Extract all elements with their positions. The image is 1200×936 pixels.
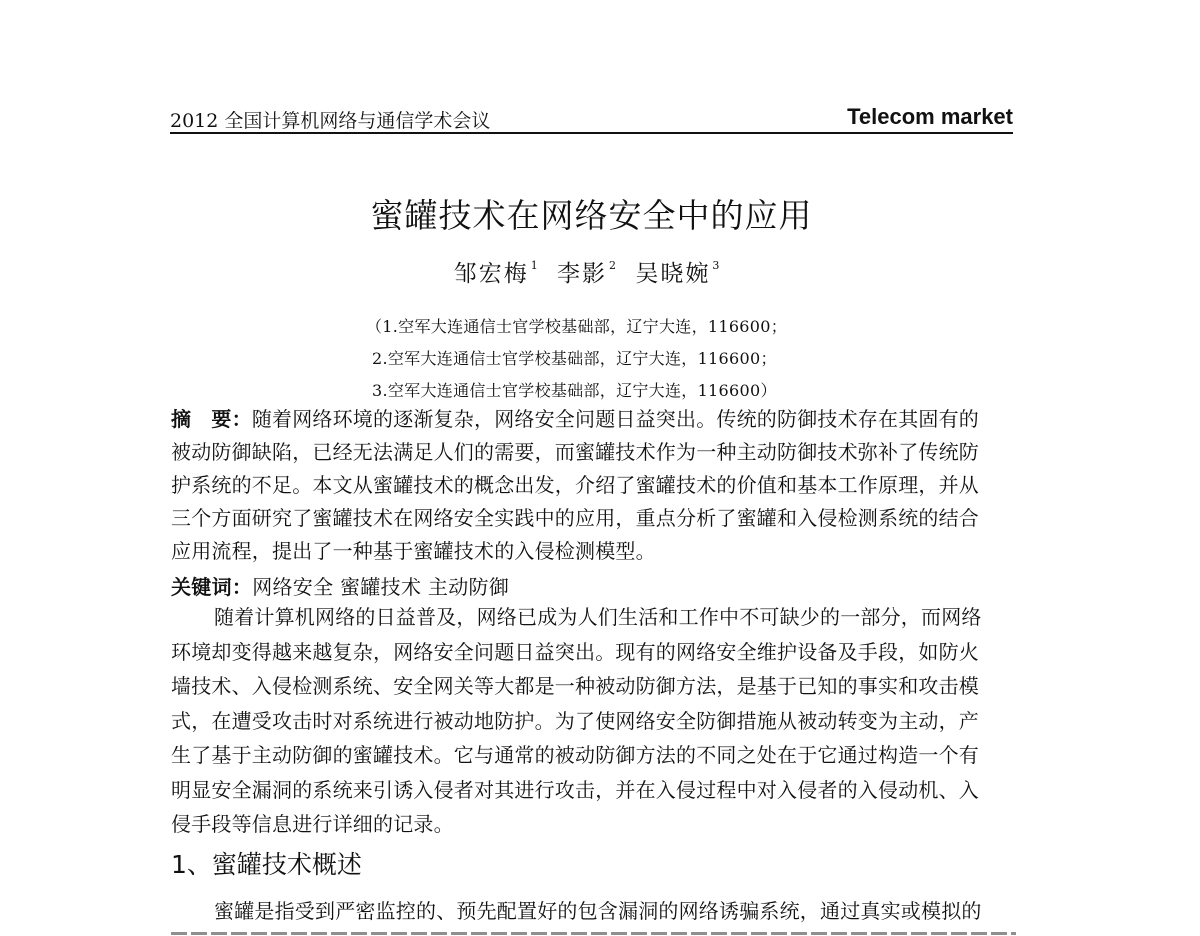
abstract-line: 应用流程，提出了一种基于蜜罐技术的入侵检测模型。 — [171, 539, 656, 563]
truncated-text-line — [171, 929, 1016, 936]
paragraph-line: 环境却变得越来越复杂，网络安全问题日益突出。现有的网络安全维护设备及手段，如防火 — [171, 639, 979, 664]
keywords-label: 关键词： — [171, 575, 253, 599]
keywords — [171, 571, 509, 600]
author-name: 李影 — [557, 261, 607, 287]
journal-name: Telecom market — [847, 104, 1013, 129]
paragraph-line: 随着计算机网络的日益普及，网络已成为人们生活和工作中不可缺少的一部分，而网络 — [214, 605, 982, 629]
paragraph-line: 明显安全漏洞的系统来引诱入侵者对其进行攻击，并在入侵过程中对入侵者的入侵动机、入 — [171, 777, 979, 802]
paragraph-line: 式，在遭受攻击时对系统进行被动地防护。为了使网络安全防御措施从被动转变为主动，产 — [171, 708, 979, 733]
abstract-line: 被动防御缺陷，已经无法满足人们的需要，而蜜罐技术作为一种主动防御技术弥补了传统防 — [171, 440, 979, 464]
author-list — [0, 255, 1183, 288]
author-affiliation-mark: 1 — [530, 259, 540, 272]
paragraph-line: 墙技术、入侵检测系统、安全网关等大都是一种被动防御方法，是基于已知的事实和攻击模 — [171, 674, 979, 698]
paragraph-line: 侵手段等信息进行详细的记录。 — [171, 812, 454, 836]
paragraph-line: 生了基于主动防御的蜜罐技术。它与通常的被动防御方法的不同之处在于它通过构造一个有 — [171, 743, 979, 767]
abstract-line: 三个方面研究了蜜罐技术在网络安全实践中的应用，重点分析了蜜罐和入侵检测系统的结合 — [171, 506, 979, 530]
section-paragraph-line: 蜜罐是指受到严密监控的、预先配置好的包含漏洞的网络诱骗系统，通过真实或模拟的 — [214, 899, 982, 923]
abstract — [171, 403, 1016, 568]
affiliation-line: 2.空军大连通信士官学校基础部，辽宁大连，116600； — [372, 349, 777, 368]
author-affiliation-mark: 3 — [712, 259, 722, 272]
author-name: 吴晓婉 — [635, 261, 711, 287]
abstract-label: 摘 要： — [171, 407, 252, 431]
intro-paragraph — [171, 600, 1016, 842]
affiliation-line: （1.空军大连通信士官学校基础部，辽宁大连，116600； — [366, 317, 788, 336]
paper-title: 蜜罐技术在网络安全中的应用 — [370, 196, 813, 235]
section-heading: 1、蜜罐技术概述 — [171, 850, 362, 879]
abstract-line: 摘 要：随着网络环境的逐渐复杂，网络安全问题日益突出。传统的防御技术存在其固有的 — [171, 407, 980, 431]
conference-name: 2012 全国计算机网络与通信学术会议 — [170, 110, 491, 132]
author-name: 邹宏梅 — [453, 261, 529, 287]
running-header — [170, 104, 1013, 134]
author-affiliation-mark: 2 — [609, 259, 618, 272]
abstract-line: 护系统的不足。本文从蜜罐技术的概念出发，介绍了蜜罐技术的价值和基本工作原理，并从 — [171, 473, 979, 497]
affiliation-line: 3.空军大连通信士官学校基础部，辽宁大连，116600） — [372, 381, 777, 400]
keywords-text: 网络安全 蜜罐技术 主动防御 — [252, 575, 510, 599]
